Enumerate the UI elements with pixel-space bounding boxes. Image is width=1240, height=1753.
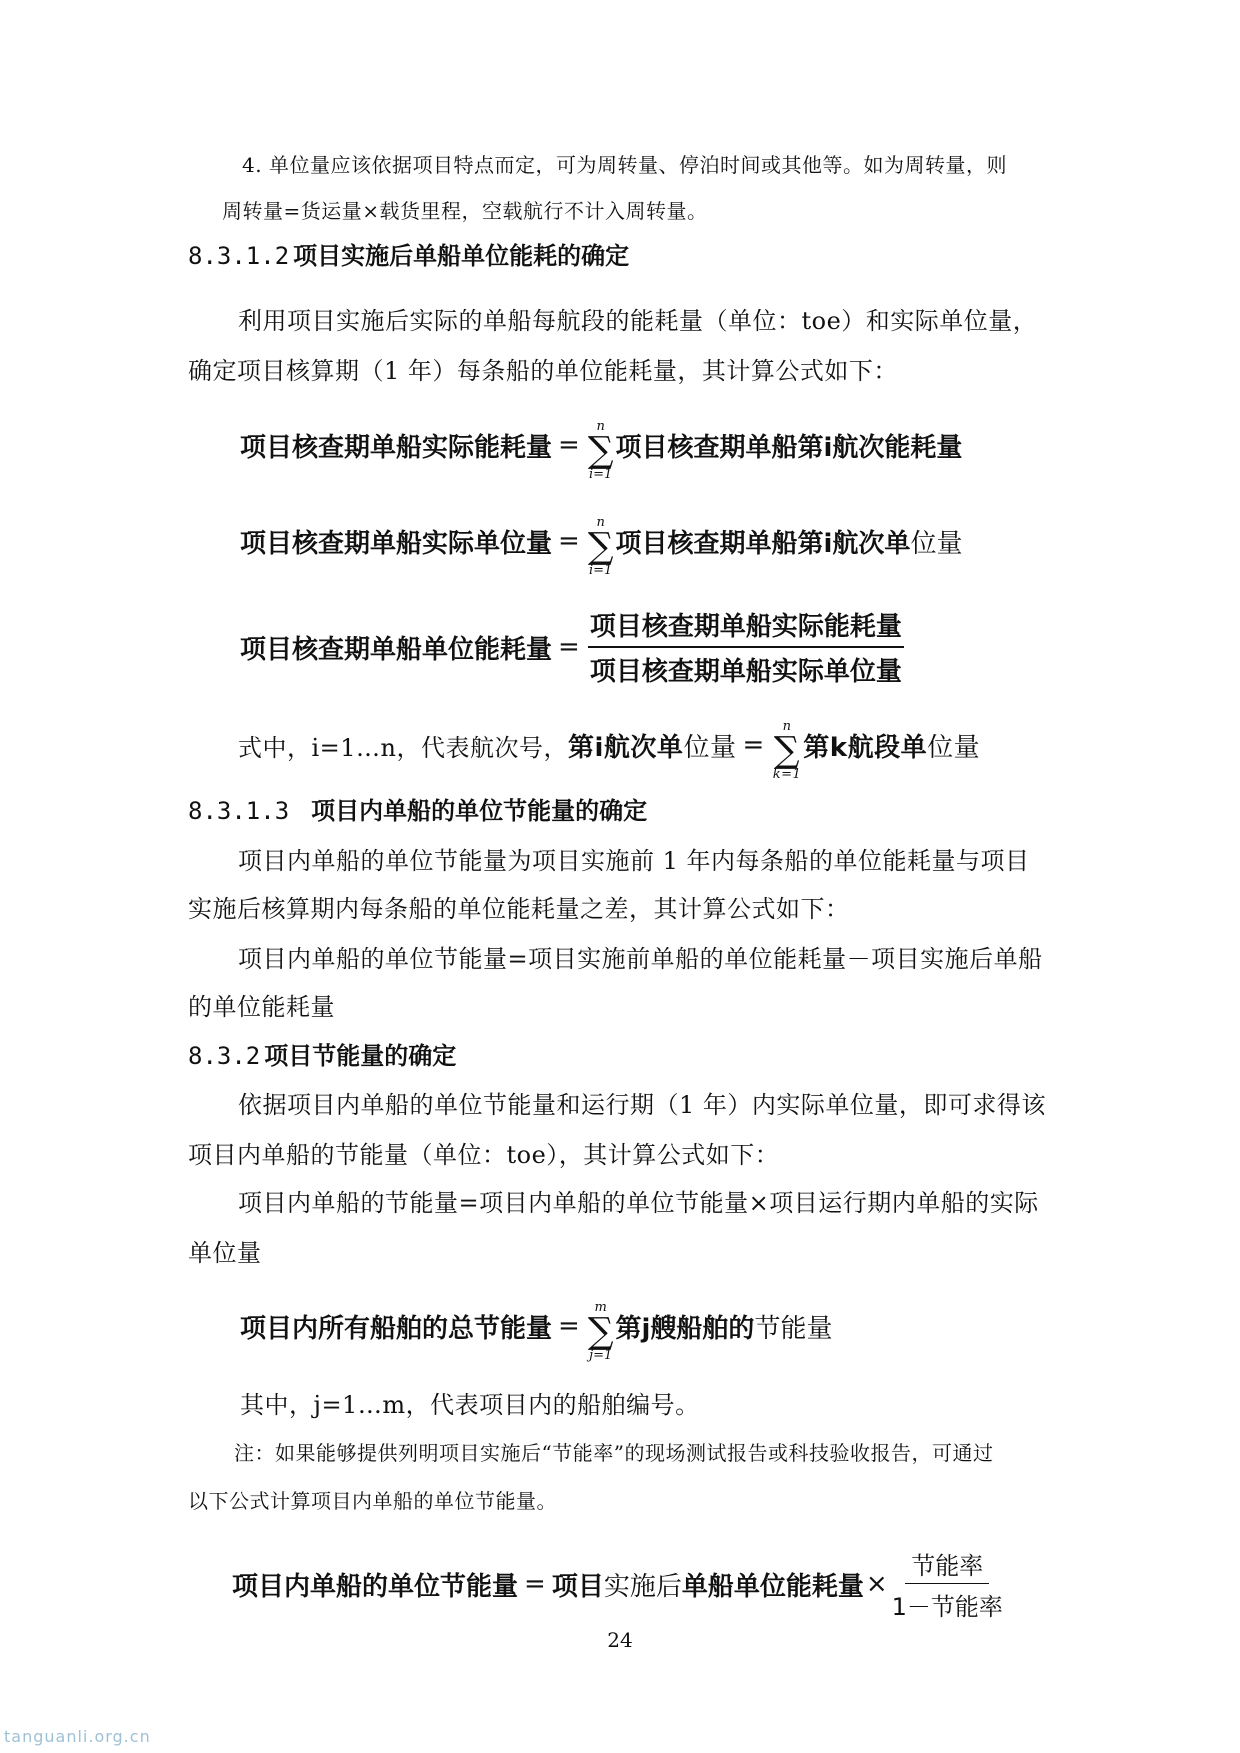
heading-title: 项目内单船的单位节能量的确定 — [311, 796, 648, 825]
sigma-glyph: ∑ — [587, 526, 614, 567]
formula-prefix-text: 式中，i=1…n，代表航次号， — [238, 733, 569, 762]
sum-lower-limit: i=1 — [589, 563, 613, 578]
formula-rhs-part-b: 单船单位能耗量 — [681, 1571, 864, 1602]
heading-number: 8.3.1.3 — [188, 797, 290, 825]
paragraph-line: 其中，j=1…m，代表项目内的船舶编号。 — [240, 1391, 700, 1419]
fraction — [892, 1546, 1003, 1622]
formula-rhs: 第k航段单位量 — [803, 732, 981, 763]
sigma-glyph: ∑ — [773, 730, 801, 771]
sigma-glyph: ∑ — [587, 430, 614, 471]
formula-lhs: 项目内单船的单位节能量 — [232, 1571, 519, 1602]
fraction-numerator: 节能率 — [905, 1546, 989, 1584]
formula-rhs-part-a: 项目 — [551, 1571, 604, 1602]
equals-sign: = — [558, 1311, 580, 1341]
paragraph-line: 实施后核算期内每条船的单位能耗量之差，其计算公式如下： — [188, 895, 850, 923]
page-number: 24 — [607, 1628, 633, 1652]
sum-upper-limit: n — [596, 515, 605, 530]
summation-symbol — [588, 1301, 614, 1363]
paragraph-line: 项目内单船的节能量（单位：toe），其计算公式如下： — [188, 1141, 780, 1169]
sum-upper-limit: n — [782, 719, 792, 734]
heading-title: 项目节能量的确定 — [264, 1041, 457, 1070]
note-line-2: 以下公式计算项目内单船的单位节能量。 — [188, 1489, 557, 1513]
formula-actual-unit — [240, 510, 963, 578]
equals-sign: = — [558, 632, 580, 662]
equals-sign: = — [742, 730, 765, 760]
watermark: tanguanli.org.cn — [4, 1727, 151, 1746]
formula-unit-energy-ratio — [240, 606, 904, 688]
summation-symbol — [588, 420, 614, 482]
paragraph-line: 单位量 — [188, 1239, 262, 1267]
fraction-denominator: 1－节能率 — [891, 1593, 1003, 1621]
paragraph-line: 项目内单船的节能量=项目内单船的单位节能量×项目运行期内单船的实际 — [238, 1189, 1039, 1217]
note-line-1: 注：如果能够提供列明项目实施后“节能率”的现场测试报告或科技验收报告，可通过 — [234, 1441, 994, 1465]
paragraph-line: 的单位能耗量 — [188, 993, 335, 1021]
paragraph-line: 项目内单船的单位节能量=项目实施前单船的单位能耗量－项目实施后单船 — [238, 945, 1043, 973]
summation-symbol — [773, 720, 802, 782]
multiply-sign: × — [865, 1569, 888, 1599]
unit-note-line-2: 周转量=货运量×载货里程，空载航行不计入周转量。 — [222, 199, 708, 223]
formula-lhs: 项目核查期单船单位能耗量 — [240, 634, 553, 665]
summation-symbol — [588, 516, 614, 578]
sum-lower-limit: i=1 — [589, 467, 613, 482]
formula-lhs: 项目核查期单船实际单位量 — [240, 528, 553, 559]
heading-8-3-1-2 — [188, 241, 629, 271]
equals-sign: = — [558, 430, 580, 460]
formula-rhs-suffix: 位量 — [910, 528, 963, 559]
formula-lhs: 项目核查期单船实际能耗量 — [240, 432, 553, 463]
heading-number: 8.3.2 — [188, 1042, 261, 1070]
formula-rhs-suffix: 节能量 — [754, 1313, 833, 1344]
sum-lower-limit: j=1 — [589, 1348, 613, 1363]
equals-sign: = — [558, 526, 580, 556]
formula-rhs: 项目核查期单船第i航次单 — [615, 528, 911, 559]
formula-rhs: 项目核查期单船第i航次能耗量 — [615, 432, 963, 463]
unit-note-line-1: 4. 单位量应该依据项目特点而定，可为周转量、停泊时间或其他等。如为周转量，则 — [242, 153, 1007, 177]
formula-voyage-unit — [238, 714, 981, 782]
formula-lhs: 第i航次单位量 — [568, 732, 737, 763]
fraction-numerator: 项目核查期单船实际能耗量 — [588, 606, 904, 648]
paragraph-line: 确定项目核算期（1 年）每条船的单位能耗量，其计算公式如下： — [188, 357, 898, 385]
sum-upper-limit: m — [594, 1300, 607, 1315]
formula-unit-savings-rate — [232, 1546, 1003, 1622]
paragraph-line: 依据项目内单船的单位节能量和运行期（1 年）内实际单位量，即可求得该 — [238, 1091, 1046, 1119]
sum-lower-limit: k=1 — [772, 767, 802, 782]
sum-upper-limit: n — [596, 419, 605, 434]
heading-title: 项目实施后单船单位能耗的确定 — [293, 241, 630, 270]
paragraph-line: 项目内单船的单位节能量为项目实施前 1 年内每条船的单位能耗量与项目 — [238, 847, 1030, 875]
formula-lhs: 项目内所有船舶的总节能量 — [240, 1313, 553, 1344]
fraction-denominator: 项目核查期单船实际单位量 — [589, 657, 902, 687]
sigma-glyph: ∑ — [587, 1311, 614, 1352]
formula-rhs: 第j艘船舶的 — [615, 1313, 755, 1344]
fraction — [588, 606, 904, 688]
heading-8-3-1-3 — [188, 796, 647, 826]
formula-total-savings — [240, 1295, 833, 1363]
paragraph-line: 利用项目实施后实际的单船每航段的能耗量（单位：toe）和实际单位量， — [238, 307, 1038, 335]
formula-actual-energy — [240, 414, 963, 482]
equals-sign: = — [524, 1569, 546, 1599]
heading-number: 8.3.1.2 — [188, 242, 290, 270]
heading-8-3-2 — [188, 1041, 456, 1071]
formula-rhs-part-a-normal: 实施后 — [603, 1571, 682, 1602]
